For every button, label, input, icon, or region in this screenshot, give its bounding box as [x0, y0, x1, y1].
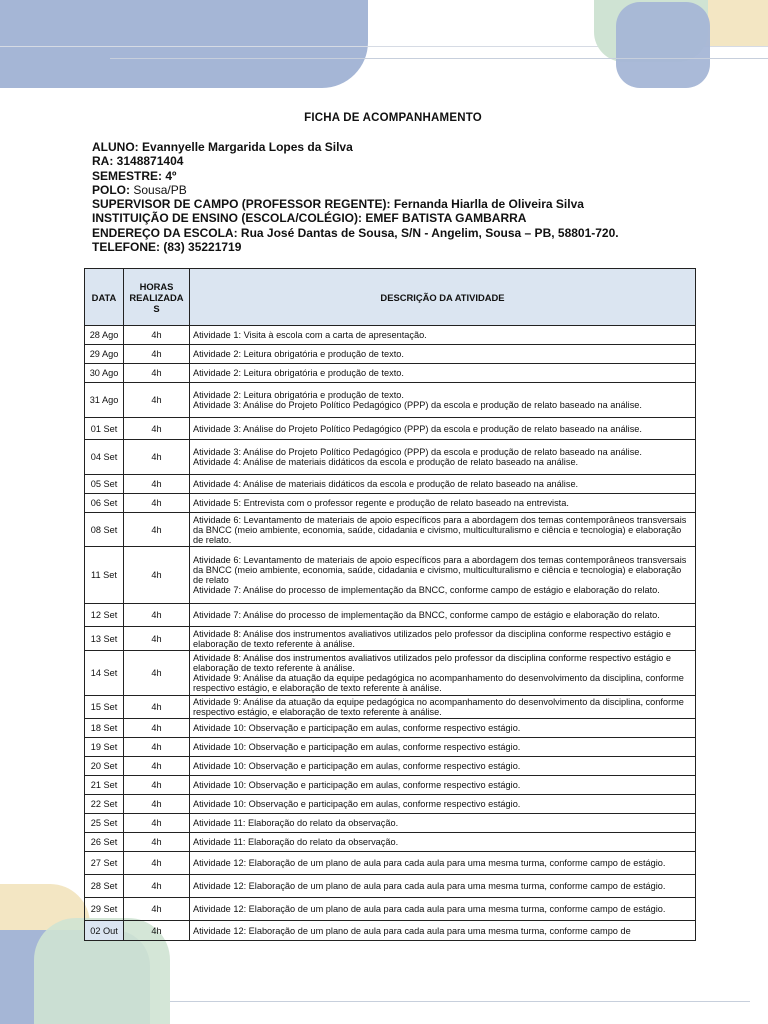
- student-info-block: [92, 140, 752, 254]
- description-line: Atividade 2: Leitura obrigatória e produção de texto.: [193, 349, 404, 359]
- description-line: Atividade 12: Elaboração de um plano de aula para cada aula para uma mesma turma, conforme campo de estágio.: [193, 858, 666, 868]
- cell-date: 15 Set: [85, 696, 124, 719]
- cell-date: 18 Set: [85, 719, 124, 738]
- description-line: Atividade 10: Observação e participação em aulas, conforme respectivo estágio.: [193, 723, 521, 733]
- endereco-label: ENDEREÇO DA ESCOLA:: [92, 225, 238, 240]
- decorative-shape-top-right-blue: [616, 2, 710, 88]
- table-row: [85, 440, 696, 475]
- cell-description: [190, 651, 696, 696]
- table-row: [85, 795, 696, 814]
- table-row: [85, 494, 696, 513]
- cell-hours: 4h: [124, 814, 190, 833]
- table-row: [85, 418, 696, 440]
- polo-row: [92, 183, 752, 197]
- cell-description: [190, 418, 696, 440]
- description-line: Atividade 4: Análise de materiais didáticos da escola e produção de relato baseado na análise.: [193, 479, 579, 489]
- cell-date: 28 Set: [85, 875, 124, 898]
- table-row: [85, 852, 696, 875]
- table-row: [85, 875, 696, 898]
- cell-hours: 4h: [124, 383, 190, 418]
- cell-description: [190, 696, 696, 719]
- description-line: Atividade 7: Análise do processo de implementação da BNCC, conforme campo de estágio e elaboração do relato.: [193, 610, 660, 620]
- cell-date: 20 Set: [85, 757, 124, 776]
- supervisor-label: SUPERVISOR DE CAMPO (PROFESSOR REGENTE):: [92, 197, 391, 212]
- cell-date: 29 Set: [85, 898, 124, 921]
- description-line: Atividade 12: Elaboração de um plano de aula para cada aula para uma mesma turma, conforme campo de estágio.: [193, 881, 666, 891]
- cell-date: 14 Set: [85, 651, 124, 696]
- table-row: [85, 757, 696, 776]
- cell-hours: 4h: [124, 326, 190, 345]
- description-line: Atividade 12: Elaboração de um plano de aula para cada aula para uma mesma turma, conforme campo de: [193, 925, 631, 936]
- cell-hours: 4h: [124, 833, 190, 852]
- table-row: [85, 921, 696, 941]
- semestre-label: SEMESTRE:: [92, 168, 163, 183]
- description-line: Atividade 7: Análise do processo de implementação da BNCC, conforme campo de estágio e elaboração do relato.: [193, 585, 660, 595]
- table-row: [85, 345, 696, 364]
- decorative-line: [110, 58, 768, 59]
- table-row: [85, 719, 696, 738]
- cell-description: [190, 494, 696, 513]
- cell-hours: 4h: [124, 475, 190, 494]
- cell-description: [190, 921, 696, 941]
- cell-date: 30 Ago: [85, 364, 124, 383]
- instituicao-label: INSTITUIÇÃO DE ENSINO (ESCOLA/COLÉGIO):: [92, 211, 363, 226]
- cell-date: 19 Set: [85, 738, 124, 757]
- cell-date: 28 Ago: [85, 326, 124, 345]
- endereco-row: [92, 226, 752, 240]
- cell-description: [190, 757, 696, 776]
- cell-hours: 4h: [124, 852, 190, 875]
- aluno-value: Evannyelle Margarida Lopes da Silva: [142, 140, 353, 154]
- table-row: [85, 475, 696, 494]
- table-row: [85, 738, 696, 757]
- table-row: [85, 898, 696, 921]
- table-row: [85, 364, 696, 383]
- description-line: Atividade 5: Entrevista com o professor regente e produção de relato baseado na entrevista.: [193, 498, 569, 508]
- cell-description: [190, 383, 696, 418]
- telefone-row: [92, 240, 752, 254]
- supervisor-value: Fernanda Hiarlla de Oliveira Silva: [393, 197, 584, 212]
- description-line: Atividade 11: Elaboração do relato da observação.: [193, 837, 399, 847]
- semestre-row: [92, 169, 752, 183]
- description-line: Atividade 2: Leitura obrigatória e produção de texto.: [193, 390, 404, 400]
- cell-description: [190, 719, 696, 738]
- header-hours: [124, 269, 190, 326]
- cell-description: [190, 852, 696, 875]
- cell-description: [190, 814, 696, 833]
- supervisor-row: [92, 197, 752, 211]
- description-line: Atividade 11: Elaboração do relato da observação.: [193, 818, 399, 828]
- cell-date: 27 Set: [85, 852, 124, 875]
- cell-hours: 4h: [124, 875, 190, 898]
- description-line: Atividade 6: Levantamento de materiais de apoio específicos para a abordagem dos temas contemporâneos transversais da BNCC (meio ambiente, economia, saúde, cidadania e civismo, multiculturalismo e ciência e tecnologia) e elaboração de relato: [193, 555, 687, 585]
- cell-description: [190, 440, 696, 475]
- aluno-row: [92, 140, 752, 154]
- cell-date: 21 Set: [85, 776, 124, 795]
- cell-date: 12 Set: [85, 604, 124, 627]
- description-line: Atividade 9: Análise da atuação da equipe pedagógica no acompanhamento do desenvolvimento da disciplina, conforme respectivo estágio, e elaboração de texto referente à análise.: [193, 673, 684, 693]
- description-line: Atividade 3: Análise do Projeto Político Pedagógico (PPP) da escola e produção de relato baseado na análise.: [193, 447, 642, 457]
- table-header-row: [85, 269, 696, 326]
- polo-label: POLO:: [92, 182, 130, 197]
- cell-description: [190, 776, 696, 795]
- endereco-value: Rua José Dantas de Sousa, S/N - Angelim, Sousa – PB, 58801-720.: [240, 225, 619, 240]
- description-line: Atividade 6: Levantamento de materiais de apoio específicos para a abordagem dos temas contemporâneos transversais da BNCC (meio ambiente, economia, saúde, cidadania e civismo, multiculturalismo e ciência e tecnologia) e elaboração de relato.: [193, 514, 687, 545]
- decorative-line: [170, 1001, 750, 1002]
- table-row: [85, 776, 696, 795]
- cell-date: 08 Set: [85, 513, 124, 547]
- table-row: [85, 627, 696, 651]
- description-line: Atividade 8: Análise dos instrumentos avaliativos utilizados pelo professor da disciplina conforme respectivo estágio e elaboração de texto referente à análise.: [193, 628, 672, 649]
- cell-description: [190, 738, 696, 757]
- semestre-value: 4º: [165, 168, 177, 183]
- cell-date: 05 Set: [85, 475, 124, 494]
- table-row: [85, 604, 696, 627]
- cell-description: [190, 513, 696, 547]
- cell-date: 22 Set: [85, 795, 124, 814]
- cell-hours: 4h: [124, 795, 190, 814]
- header-description: DESCRIÇÃO DA ATIVIDADE: [190, 269, 696, 326]
- telefone-value: (83) 35221719: [163, 240, 242, 255]
- table-row: [85, 326, 696, 345]
- table-row: [85, 814, 696, 833]
- description-line: Atividade 9: Análise da atuação da equipe pedagógica no acompanhamento do desenvolvimento da disciplina, conforme respectivo estágio, e elaboração de texto referente à análise.: [193, 697, 684, 717]
- cell-hours: 4h: [124, 513, 190, 547]
- polo-value: Sousa/PB: [133, 182, 187, 197]
- cell-date: 25 Set: [85, 814, 124, 833]
- cell-description: [190, 833, 696, 852]
- cell-hours: 4h: [124, 345, 190, 364]
- cell-hours: 4h: [124, 757, 190, 776]
- description-line: Atividade 1: Visita à escola com a carta de apresentação.: [193, 330, 427, 340]
- header-hours-line3: S: [153, 302, 160, 314]
- activity-table-body: [85, 326, 696, 941]
- cell-description: [190, 898, 696, 921]
- decorative-shape-top-left: [0, 0, 368, 88]
- cell-hours: 4h: [124, 494, 190, 513]
- cell-hours: 4h: [124, 440, 190, 475]
- table-row: [85, 383, 696, 418]
- cell-date: 04 Set: [85, 440, 124, 475]
- ra-value: 3148871404: [116, 154, 184, 169]
- ra-label: RA:: [92, 154, 114, 169]
- description-line: Atividade 4: Análise de materiais didáticos da escola e produção de relato baseado na análise.: [193, 457, 579, 467]
- cell-hours: 4h: [124, 898, 190, 921]
- description-line: Atividade 10: Observação e participação em aulas, conforme respectivo estágio.: [193, 761, 521, 771]
- activity-table: [84, 268, 696, 941]
- cell-description: [190, 326, 696, 345]
- cell-description: [190, 547, 696, 604]
- cell-date: 06 Set: [85, 494, 124, 513]
- table-row: [85, 696, 696, 719]
- header-hours-line2: REALIZADA: [129, 291, 184, 303]
- cell-date: 29 Ago: [85, 345, 124, 364]
- cell-hours: 4h: [124, 547, 190, 604]
- cell-hours: 4h: [124, 651, 190, 696]
- cell-date: 01 Set: [85, 418, 124, 440]
- instituicao-row: [92, 211, 752, 225]
- cell-date: 02 Out: [85, 921, 124, 941]
- cell-hours: 4h: [124, 921, 190, 941]
- table-row: [85, 547, 696, 604]
- cell-description: [190, 795, 696, 814]
- cell-date: 13 Set: [85, 627, 124, 651]
- description-line: Atividade 3: Análise do Projeto Político Pedagógico (PPP) da escola e produção de relato baseado na análise.: [193, 423, 642, 434]
- ra-row: [92, 154, 752, 168]
- table-row: [85, 651, 696, 696]
- cell-hours: 4h: [124, 627, 190, 651]
- description-line: Atividade 10: Observação e participação em aulas, conforme respectivo estágio.: [193, 742, 521, 752]
- cell-hours: 4h: [124, 418, 190, 440]
- description-line: Atividade 10: Observação e participação em aulas, conforme respectivo estágio.: [193, 799, 521, 809]
- table-row: [85, 513, 696, 547]
- telefone-label: TELEFONE:: [92, 240, 160, 255]
- header-hours-line1: HORAS: [139, 280, 174, 292]
- cell-date: 31 Ago: [85, 383, 124, 418]
- cell-date: 11 Set: [85, 547, 124, 604]
- cell-date: 26 Set: [85, 833, 124, 852]
- description-line: Atividade 8: Análise dos instrumentos avaliativos utilizados pelo professor da disciplina conforme respectivo estágio e elaboração de texto referente à análise.: [193, 653, 672, 673]
- instituicao-value: EMEF BATISTA GAMBARRA: [365, 211, 527, 226]
- cell-description: [190, 604, 696, 627]
- cell-description: [190, 364, 696, 383]
- header-date: DATA: [85, 269, 124, 326]
- description-line: Atividade 10: Observação e participação em aulas, conforme respectivo estágio.: [193, 780, 521, 790]
- cell-hours: 4h: [124, 776, 190, 795]
- cell-hours: 4h: [124, 604, 190, 627]
- cell-hours: 4h: [124, 719, 190, 738]
- aluno-label: ALUNO:: [92, 140, 139, 154]
- cell-description: [190, 627, 696, 651]
- description-line: Atividade 2: Leitura obrigatória e produção de texto.: [193, 368, 404, 378]
- cell-description: [190, 345, 696, 364]
- table-row: [85, 833, 696, 852]
- cell-hours: 4h: [124, 696, 190, 719]
- description-line: Atividade 3: Análise do Projeto Político Pedagógico (PPP) da escola e produção de relato baseado na análise.: [193, 400, 642, 410]
- document-title: FICHA DE ACOMPANHAMENTO: [304, 112, 482, 124]
- cell-hours: 4h: [124, 738, 190, 757]
- cell-description: [190, 475, 696, 494]
- cell-description: [190, 875, 696, 898]
- cell-hours: 4h: [124, 364, 190, 383]
- description-line: Atividade 12: Elaboração de um plano de aula para cada aula para uma mesma turma, conforme campo de estágio.: [193, 904, 666, 914]
